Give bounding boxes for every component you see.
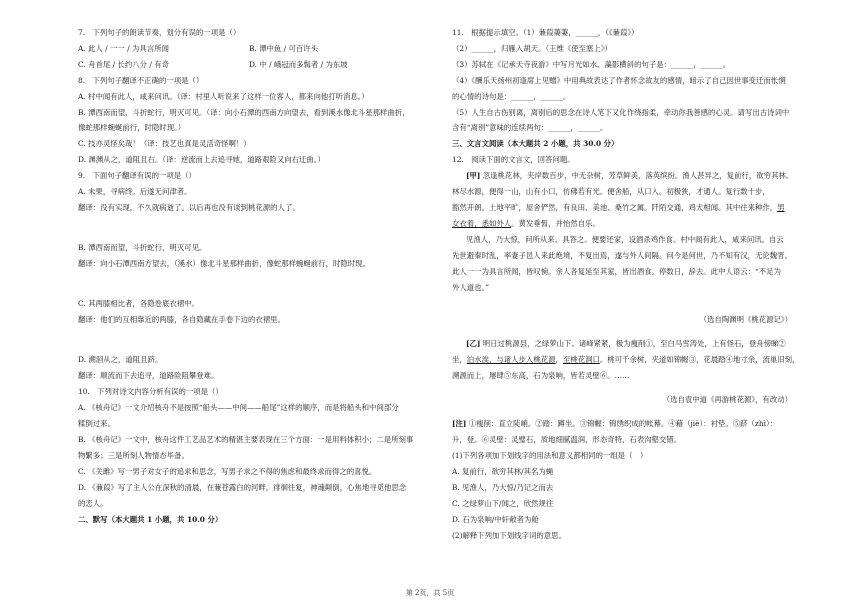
q7-option-c[interactable]: C. 舟首尾 / 长约八分 / 有奇 bbox=[78, 60, 169, 69]
q9-option-c-translation: 翻译：他们的互相靠近的两膝，各自隐藏在手卷下边的衣褶里。 bbox=[78, 315, 285, 324]
sub-question-2: (2)解释下列加下划线字词的意思。 bbox=[452, 531, 566, 540]
q11-line-5-cont: 含有“离别”意味的连续两句：______，______。 bbox=[452, 123, 608, 132]
q11-line-3: （3）苏轼在《记承天寺夜游》中写月光如水、藻影横斜的句子是：______，______。 bbox=[452, 60, 731, 69]
passage-yi-line-2: 坐，泊水涘，与诸人步入桃花源，至桃花洞口。桃可千余树，夹道如锦幄③，花晨踏④地寸余，流巢旧刻， bbox=[452, 355, 800, 364]
q7-option-b[interactable]: B. 潭中鱼 / 可百许头 bbox=[249, 44, 319, 53]
passage-yi-label: [乙] bbox=[466, 339, 481, 348]
q9-option-a-translation: 翻译：没有实现，不久就病逝了。以后再也没有谈到桃花源的人了。 bbox=[78, 203, 300, 212]
q10-option-b-cont: 物繁多；三是所刻人物情态毕备。 bbox=[78, 451, 189, 460]
q10-option-b[interactable]: B. 《核舟记》一文中，核舟这件工艺品艺术的精湛主要表现在三个方面：一是用料体积小；二是所刻事 bbox=[78, 435, 414, 444]
q10-option-a-cont: 糅倒过来。 bbox=[78, 419, 115, 428]
passage-yi-line-3: 溯源而上，屡肆⑤东高，石为泉响，皆若灵壁⑥。…… bbox=[452, 371, 630, 380]
q10-option-d-cont: 的恋人。 bbox=[78, 499, 108, 508]
passage-jia-line-3: 豁然开朗。土地平旷，屋舍俨然，有良田、美池、桑竹之属。阡陌交通，鸡犬相闻。其中往来种作，男 bbox=[452, 203, 785, 212]
q12-title: 12. 阅读下面的文言文，回答问题。 bbox=[452, 155, 575, 164]
q11-line-4: （4）《酬乐天扬州初逢席上见赠》中用典故表达了作者怀念故友的感情，暗示了自己因世事变迁而怅惘 bbox=[452, 76, 786, 85]
q11-line-4-cont: 的心情的诗句是：______，______。 bbox=[452, 92, 571, 101]
q9-option-b-translation: 翻译：向小石潭西南方望去，（溪水）像北斗星那样曲折，像蛇那样蜿蜒前行，时隐时现。 bbox=[78, 259, 370, 268]
q8-option-c[interactable]: C. 技亦灵怪矣哉！（译：技艺也真是灵活奇怪啊！） bbox=[78, 139, 251, 148]
sub1-option-c[interactable]: C. 之绿萝山下/闻之，欣然规往 bbox=[452, 499, 554, 508]
q10-option-c[interactable]: C. 《关雎》写一男子对女子的追求和思念，写男子求之不得的焦虑和最终求而得之的喜悦。 bbox=[78, 467, 377, 476]
q7-option-a[interactable]: A. 此人 / 一一 / 为具言所闻 bbox=[78, 44, 169, 53]
q11-line-1: 11. 根据提示填空。（1）蒹葭萋萋，______，（《蒹葭》） bbox=[452, 28, 639, 37]
passage-jia-label: [甲] bbox=[466, 171, 481, 180]
notes-line-1: [注] ①瘦削：直立陡峭。②踏：蹲坐。③锦幄：锦绣织成的帐幕。④藉（jiè）：衬垫。⑤跻（zhì）： bbox=[452, 419, 778, 428]
q8-option-d[interactable]: D. 渊渊从之，道阻且右。（译：逆流而上去追寻她，道路艰险又向右迂曲。） bbox=[78, 155, 325, 164]
q8-option-b[interactable]: B. 潭西南而望，斗折蛇行，明灭可见。（译：向小石潭的西南方向望去，看到溪水像北斗星那样曲折， bbox=[78, 108, 410, 117]
sub1-option-a[interactable]: A. 复前行，欲穷其林/其名为蝇 bbox=[452, 467, 554, 476]
q10-option-d[interactable]: D. 《蒹葭》写了主人公在深秋的清晨，在蒹苍露白的河畔，徘徊往复，神魂颠倒，心焦地寻觅他思念 bbox=[78, 483, 407, 492]
passage-jia-source: （选自陶渊明《桃花源记》） bbox=[699, 315, 792, 324]
q7-title: 7. 下列句子的朗读节奏，划分有误的一项是（） bbox=[78, 28, 241, 37]
q7-option-d[interactable]: D. 中 / 峨冠而多髯者 / 为东坡 bbox=[249, 60, 348, 69]
passage-jia-line-2: 林尽水源，便得一山，山有小口，仿佛若有光。便舍船，从口入。初极狭，才通人。复行数十步， bbox=[452, 187, 770, 196]
sub-question-1: (1)下列各项加下划线字的用法和意义都相同的一组是（ ） bbox=[452, 451, 648, 460]
q10-title: 10. 下列对诗文内容分析有误的一项是（） bbox=[78, 387, 223, 396]
page-footer: 第 2页，共 5页 bbox=[405, 589, 455, 597]
section-3-heading: 三、文言文阅读（本大题共 2 小题，共 30.0 分） bbox=[452, 139, 619, 148]
passage-jia-line-5: 见渔人，乃大惊，问所从来。具答之。便要还家，设酒杀鸡作食。村中闻有此人，咸来问讯。自云 bbox=[466, 235, 784, 244]
passage-jia-line-1: [甲] 忽逢桃花林，夹岸数百步，中无杂树，芳草鲜美，落英缤纷。渔人甚异之，复前行，欲穷其林。 bbox=[466, 171, 794, 180]
passage-yi-source: （选自袁中道《再游桃花源》，有改动） bbox=[662, 395, 792, 404]
passage-jia-line-6: 先世避秦时乱，率妻子邑人来此绝境，不复出焉，遂与外人间隔。问今是何世，乃不知有汉，无论魏晋。 bbox=[452, 251, 792, 260]
q10-option-a[interactable]: A. 《核舟记》一文介绍核舟不是按照“船头——中间——船尾”这样的顺序，而是将船头和中间部分 bbox=[78, 403, 399, 412]
q9-option-d[interactable]: D. 溯洄从之，道阻且跻。 bbox=[78, 355, 163, 364]
q9-option-a[interactable]: A. 未果，寻病终。后遂无问津者。 bbox=[78, 187, 192, 196]
q11-line-2: （2）______，归雁入胡天。（王维《使至塞上》） bbox=[452, 44, 612, 53]
q8-option-b-cont: 像蛇那样蜿蜒前行，时隐时现。） bbox=[78, 123, 186, 132]
notes-label: [注] bbox=[452, 419, 467, 428]
q11-line-5: （5）人生自古伤别离，离别后的思念在诗人笔下又化作绕指柔，牵动你我善感的心灵。请写出古诗词中 bbox=[452, 108, 790, 117]
q9-option-b[interactable]: B. 潭西南而望，斗折蛇行，明灭可见。 bbox=[78, 243, 207, 252]
sub1-option-d[interactable]: D. 石为泉响/中轩敞者为舱 bbox=[452, 515, 539, 524]
sub1-option-b[interactable]: B. 见渔人，乃大惊/乃记之而去 bbox=[452, 483, 554, 492]
passage-jia-line-8: 外人道也。” bbox=[452, 283, 490, 292]
passage-jia-line-7: 此人一一为具言所闻，皆叹惋。余人各复延至其家，皆出酒食。停数日，辞去。此中人语云：“不足为 bbox=[452, 267, 781, 276]
notes-line-2: 升，登。⑥灵壁：灵璧石，质地细腻温润，形态奇特，石表沟壑交错。 bbox=[452, 435, 682, 444]
q8-title: 8. 下列句子翻译不正确的一项是（） bbox=[78, 76, 204, 85]
q9-option-c[interactable]: C. 其两膝相比者，各隐卷底衣褶中。 bbox=[78, 299, 199, 308]
q8-option-a[interactable]: A. 村中闻有此人，咸来问讯。（译：村里人听说来了这样一位客人，都来向他打听消息。） bbox=[78, 92, 369, 101]
passage-yi-line-1: [乙] 明日过桃源县，之绿萝山下。诸峰紧紧，极为瘦削①，至白马雪涛处，上有怪石，登舟傍睇② bbox=[466, 339, 786, 348]
q9-option-d-translation: 翻译：顺流而下去追寻，道路险阻攀登难。 bbox=[78, 371, 219, 380]
section-2-heading: 二、默写（本大题共 1 小题，共 10.0 分） bbox=[78, 515, 223, 524]
q9-title: 9. 下面句子翻译有误的一项是（） bbox=[78, 171, 196, 180]
passage-jia-line-4: 女衣着，悉如外人。黄发垂髫，并怡然自乐。 bbox=[452, 219, 600, 228]
